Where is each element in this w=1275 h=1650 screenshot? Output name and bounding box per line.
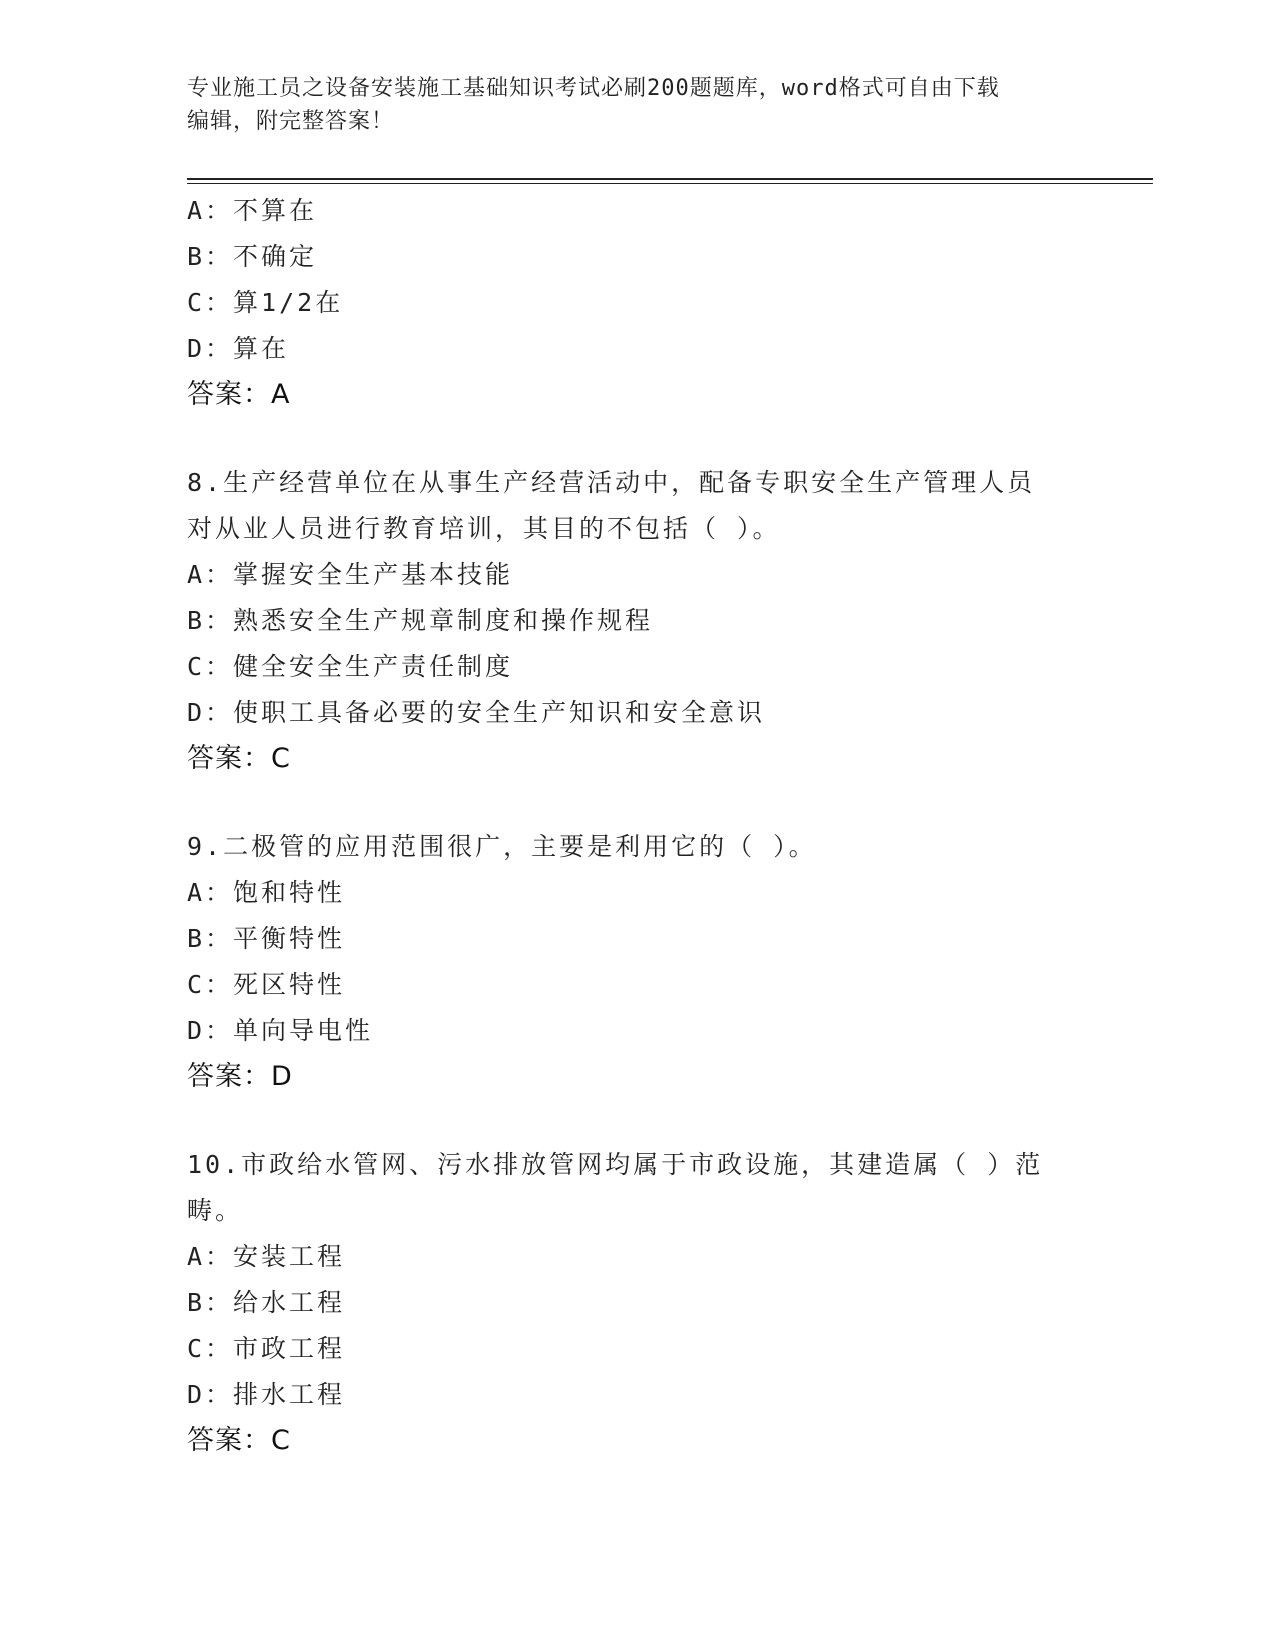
header-title-line-1: 专业施工员之设备安装施工基础知识考试必刷200题题库，word格式可自由下载 xyxy=(187,76,1000,101)
option-b: B：给水工程 xyxy=(187,1288,346,1317)
document-header xyxy=(187,72,1067,138)
question-9 xyxy=(187,824,1067,1100)
option-d: D：使职工具备必要的安全生产知识和安全意识 xyxy=(187,698,766,727)
question-stem-line: 8.生产经营单位在从事生产经营活动中，配备专职安全生产管理人员 xyxy=(187,468,1036,497)
option-a: A：不算在 xyxy=(187,196,318,225)
question-stem-line: 畴。 xyxy=(187,1196,244,1225)
option-b: B：不确定 xyxy=(187,242,318,271)
header-divider-thin xyxy=(187,183,1153,184)
option-c: C：市政工程 xyxy=(187,1334,346,1363)
option-b: B：熟悉安全生产规章制度和操作规程 xyxy=(187,606,654,635)
question-8 xyxy=(187,460,1067,782)
option-a: A：饱和特性 xyxy=(187,878,346,907)
question-10 xyxy=(187,1142,1067,1464)
header-divider-thick xyxy=(187,178,1153,180)
question-gap xyxy=(187,782,1067,824)
option-c: C：算1/2在 xyxy=(187,288,344,317)
option-d: D：单向导电性 xyxy=(187,1016,374,1045)
option-b: B：平衡特性 xyxy=(187,924,346,953)
question-list xyxy=(187,188,1067,1464)
question-gap xyxy=(187,1100,1067,1142)
option-c: C：健全安全生产责任制度 xyxy=(187,652,514,681)
option-d: D：算在 xyxy=(187,334,290,363)
answer-line: 答案：C xyxy=(187,1425,291,1456)
option-c: C：死区特性 xyxy=(187,970,346,999)
question-stem-line: 10.市政给水管网、污水排放管网均属于市政设施，其建造属（ ）范 xyxy=(187,1150,1044,1179)
option-a: A：安装工程 xyxy=(187,1242,346,1271)
question-stem-line: 9.二极管的应用范围很广，主要是利用它的（ ）。 xyxy=(187,832,817,861)
question-stem-line: 对从业人员进行教育培训，其目的不包括（ ）。 xyxy=(187,514,781,543)
answer-line: 答案：C xyxy=(187,743,291,774)
option-d: D：排水工程 xyxy=(187,1380,346,1409)
option-a: A：掌握安全生产基本技能 xyxy=(187,560,514,589)
answer-line: 答案：A xyxy=(187,379,291,410)
question-gap xyxy=(187,418,1067,460)
header-title-line-2: 编辑，附完整答案！ xyxy=(187,109,395,134)
answer-line: 答案：D xyxy=(187,1061,293,1092)
question-7-continued xyxy=(187,188,1067,418)
